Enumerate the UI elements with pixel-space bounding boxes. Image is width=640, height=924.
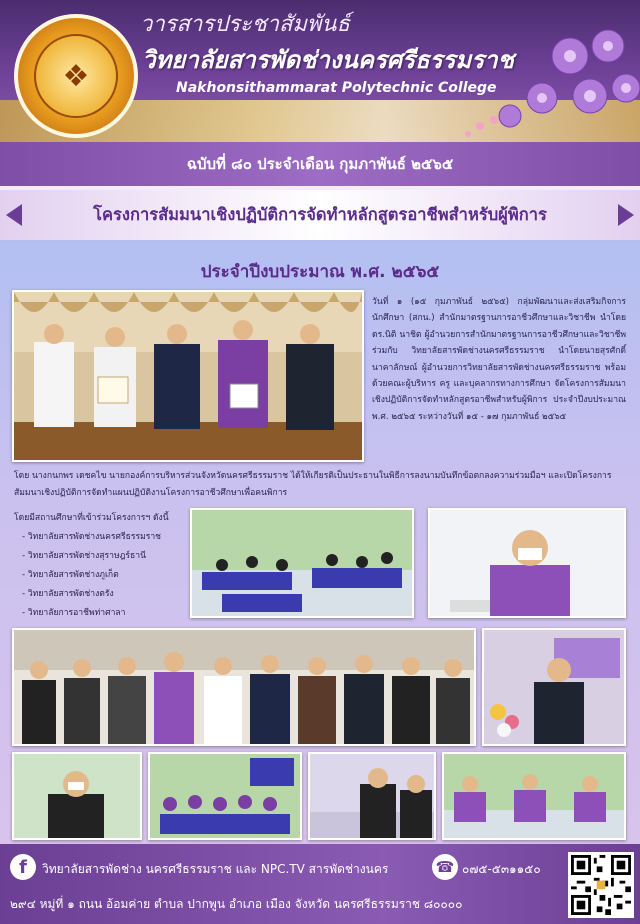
list-item: - วิทยาลัยการอาชีพท่าศาลา — [22, 604, 161, 623]
arrow-left-icon — [6, 204, 22, 226]
list-item: - วิทยาลัยสารพัดช่างภูเก็ต — [22, 566, 161, 585]
photo-seminar-room — [190, 508, 414, 618]
college-name-en: Nakhonsithammarat Polytechnic College — [176, 80, 497, 96]
main-content — [0, 240, 640, 844]
facebook-icon[interactable]: f — [10, 854, 36, 880]
fiscal-year-title: ประจำปีงบประมาณ พ.ศ. ๒๕๖๕ — [200, 262, 440, 282]
list-item: - วิทยาลัยสารพัดช่างนครศรีธรรมราช — [22, 528, 161, 547]
qr-code-icon[interactable] — [568, 852, 634, 918]
paragraph-intro: วันที่ ๑ (๑๕ กุมภาพันธ์ ๒๕๖๕) กลุ่มพัฒนาและส่งเสริมกิจการนักศึกษา (สกน.) สำนักมาตรฐานการอาชีวศึกษาและวิชาชีพ นำโดย ดร.นิติ นาชิต ผู้อำนวยการสำนักมาตรฐานการอาชีวศึกษาและวิชาชีพ ร่วมกับ วิทยาลัยสารพัดช่างนครศรีธรรมราช นำโดยนายสุรศักดิ์ นาคาลักษณ์ ผู้อำนวยการวิทยาลัยสารพัดช่างนครศรีธรรมราช พร้อมด้วยคณะผู้บริหาร ครู และบุคลากรทางการศึกษา จัดโครงการสัมมนาเชิงปฏิบัติการจัดทำหลักสูตรอาชีพสำหรับผู้พิการ ประจำปีงบประมาณ พ.ศ. ๒๕๖๕ ระหว่างวันที่ ๑๕ - ๑๗ กุมภาพันธ์ ๒๕๖๕ — [372, 297, 626, 422]
photo-speaker — [428, 508, 626, 618]
institutions-heading: โดยมีสถานศึกษาที่เข้าร่วมโครงการฯ ดังนี้ — [14, 513, 169, 523]
arrow-right-icon — [618, 204, 634, 226]
list-item: - วิทยาลัยสารพัดช่างตรัง — [22, 585, 161, 604]
photo-podium-speaker — [482, 628, 626, 746]
footer-address: ๒๙๔ หมู่ที่ ๑ ถนน อ้อมค่าย ตำบล ปากพูน อำเภอ เมือง จังหวัด นครศรีธรรมราช ๘๐๐๐๐ — [10, 897, 463, 911]
institutions-list — [22, 528, 161, 623]
header — [0, 0, 640, 142]
footer — [0, 844, 640, 924]
issue-bar — [0, 142, 640, 186]
footer-social-text: วิทยาลัยสารพัดช่าง นครศรีธรรมราช และ NPC.TV สารพัดช่างนคร — [42, 862, 389, 876]
list-item: - วิทยาลัยสารพัดช่างสุราษฎร์ธานี — [22, 547, 161, 566]
photo-audience-2 — [308, 752, 436, 840]
magazine-title: วารสารประชาสัมพันธ์ — [140, 12, 350, 37]
photo-signing-ceremony — [12, 290, 364, 462]
paragraph-chairman: โดย นางกนกพร เดชคไข นายกองค์การบริหารส่วนจังหวัดนครศรีธรรมราช ได้ให้เกียรติเป็นประธานในพิธีการลงนามบันทึกข้อตกลงความร่วมมือฯ และเปิดโครงการสัมมนาเชิงปฏิบัติการจัดทำแผนปฏิบัติงานโครงการอาชีวศึกษาเพื่อคนพิการ — [14, 471, 612, 498]
photo-audience-3 — [442, 752, 626, 840]
footer-phone: ๐๗๕-๕๓๑๑๕๐ — [462, 862, 541, 876]
phone-icon[interactable]: ☎ — [432, 854, 458, 880]
issue-label: ฉบับที่ ๘๐ ประจำเดือน กุมภาพันธ์ ๒๕๖๕ — [186, 155, 454, 173]
project-banner — [0, 190, 640, 240]
college-seal-icon: ❖ — [14, 14, 138, 138]
project-title: โครงการสัมมนาเชิงปฏิบัติการจัดทำหลักสูตรอาชีพสำหรับผู้พิการ — [93, 205, 547, 224]
orchid-flowers-icon — [450, 16, 640, 142]
photo-microphone-speaker — [12, 752, 142, 840]
college-name-th: วิทยาลัยสารพัดช่างนครศรีธรรมราช — [142, 46, 514, 74]
photo-group — [12, 628, 476, 746]
photo-audience-1 — [148, 752, 302, 840]
